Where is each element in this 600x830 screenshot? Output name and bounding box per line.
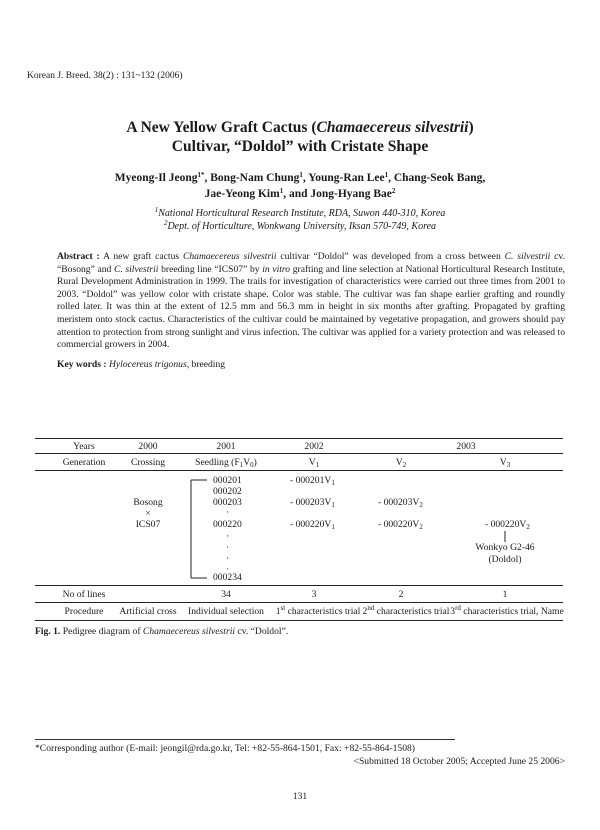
author: Chang-Seok Bang,: [393, 172, 486, 184]
author-sup: 1*: [197, 171, 205, 179]
procedure-trial3: [450, 606, 563, 617]
v1-text: - 000201V: [290, 475, 332, 486]
parent-ics07: ICS07: [135, 519, 161, 530]
table-rule: [35, 470, 563, 471]
v2-sub: 2: [419, 523, 423, 531]
seedling-dot: ·: [226, 507, 230, 518]
v3-text: - 000220V: [485, 519, 527, 530]
v-sub: 2: [402, 461, 407, 469]
author-sup: 1: [299, 171, 303, 179]
v2-text: - 000203V: [378, 497, 420, 508]
author-sep: ,: [204, 172, 211, 184]
v2-text: - 000220V: [378, 519, 420, 530]
v1-item: [290, 519, 335, 530]
author-sup: 1: [384, 171, 389, 179]
generation-v2: [396, 457, 406, 468]
keywords-label: Key words :: [57, 359, 107, 370]
trial-sup: rd: [455, 604, 461, 612]
seedling-item: 000234: [213, 572, 242, 583]
generation-crossing: Crossing: [130, 457, 166, 468]
abstract-italic: in vitro: [262, 263, 291, 275]
affiliation-sup: 2: [163, 219, 168, 227]
corresponding-author: *Corresponding author (E-mail: jeongil@rda.go.kr, Tel: +82-55-864-1501, Fax: +82-55-864-1508): [35, 743, 415, 754]
trial-sup: st: [280, 604, 286, 612]
affiliation-sup: 1: [154, 206, 159, 214]
abstract-text: breeding line “ICS07” by: [158, 263, 263, 275]
affiliation: National Horticultural Research Institute, RDA, Suwon 440-310, Korea: [158, 208, 446, 219]
author-sep: , and: [283, 188, 311, 200]
trial-sup: nd: [367, 604, 375, 612]
title-line1-post: ): [468, 119, 474, 136]
parent-bosong: Bosong: [133, 497, 163, 508]
author: Jae-Yeong Kim: [204, 188, 280, 200]
lines-v3: 1: [502, 589, 508, 600]
author-sep: ,: [302, 172, 309, 184]
caption-italic: Chamaecereus silvestrii: [142, 626, 236, 637]
author: Bong-Nam Chung: [210, 172, 300, 184]
abstract: [57, 251, 565, 352]
cultivar-alias: (Doldol): [488, 554, 522, 565]
abstract-italic: C. silvestrii: [504, 251, 551, 262]
v2-item: [378, 497, 423, 508]
figure-caption: [35, 626, 288, 637]
v3-sub: 2: [526, 523, 530, 531]
v-label: V: [395, 457, 403, 468]
v1-sub: 1: [331, 479, 335, 487]
lines-v2: 2: [398, 589, 404, 600]
table-rule: [35, 585, 563, 586]
author-sup: 1: [279, 187, 284, 195]
cross-sign: ×: [145, 508, 151, 519]
procedure-2001: Individual selection: [188, 606, 264, 617]
generation-label: Generation: [62, 457, 106, 468]
caption-text: Pedigree diagram of: [60, 626, 143, 637]
year-2002: 2002: [304, 441, 324, 452]
submission-dates: <Submitted 18 October 2005; Accepted June 25 2006>: [353, 756, 565, 767]
year-2001: 2001: [216, 441, 236, 452]
seedling-text: Seedling (F: [195, 457, 240, 468]
procedure-trial1: [276, 606, 361, 617]
affiliations: [0, 207, 600, 233]
trial-text: characteristics trial, Name: [460, 606, 564, 617]
lines-label: No of lines: [62, 589, 106, 600]
footnote-rule: [35, 739, 455, 740]
trial-num: 2: [362, 606, 368, 617]
abstract-italic: Chamaecereus silvestrii: [182, 251, 277, 262]
trial-text: characteristics trial: [285, 606, 361, 617]
abstract-label: Abstract :: [57, 251, 100, 262]
caption-text: cv. “Doldol”.: [235, 626, 289, 637]
v-sub: 1: [315, 461, 320, 469]
trial-text: characteristics trial: [374, 606, 450, 617]
table-rule: [35, 602, 563, 603]
v-sub: 3: [506, 461, 511, 469]
pedigree-table: [35, 438, 563, 622]
table-rule: [35, 453, 563, 454]
v-label: V: [499, 457, 507, 468]
v-label: V: [308, 457, 316, 468]
seedling-dot: ·: [226, 553, 230, 564]
abstract-text: grafting and line selection at National Horticultural Research Institute, Rural Development Administration in 1999. The trails for investigation of characteristics were carried out three times from 2001 to 2003. “Doldol” was yellow color with cristate shape. Color was stable. The cultivar was fan shape earlier grafting and roundly rolled later. It was thin at the extent of 12.5 mm and 56.3 mm in height in six months after grafting. Propagated by grafting meristem onto stock cactus. Characteristics of the cultivar could be maintained by vegetative propagation, and growers should pay attention to protection from strong sunlight and virus infection. The cultivar was applied for a variety protection and was released to commercial growers in 2004.: [57, 263, 565, 351]
year-2000: 2000: [138, 441, 158, 452]
affiliation: Dept. of Horticulture, Wonkwang University, Iksan 570-749, Korea: [167, 221, 437, 232]
table-rule-bottom: [35, 620, 563, 621]
v2-sub: 2: [419, 501, 423, 509]
v2-item: [378, 519, 423, 530]
author-sup: 2: [391, 187, 396, 195]
caption-label: Fig. 1.: [35, 626, 61, 637]
years-label: Years: [73, 441, 95, 452]
seedling-text: ): [253, 457, 257, 468]
v1-text: - 000220V: [290, 519, 332, 530]
seedling-bracket: [185, 475, 215, 583]
abstract-text: cv. “Bosong” and: [57, 251, 565, 275]
abstract-italic: C. silvestrii: [113, 263, 159, 275]
generation-seedling: [195, 457, 257, 468]
v1-item: [290, 475, 335, 486]
seedling-item: 000220: [213, 519, 242, 530]
title-species: Chamaecereus silvestrii: [316, 119, 469, 136]
seedling-text: V: [243, 457, 251, 468]
v1-sub: 1: [331, 501, 335, 509]
seedling-dot: ·: [226, 531, 230, 542]
seedling-dot: ·: [226, 542, 230, 553]
procedure-label: Procedure: [64, 606, 104, 617]
abstract-text: cultivar “Doldol” was developed from a cross between: [276, 251, 505, 262]
lines-2001: 34: [221, 589, 231, 600]
table-rule-top: [35, 438, 563, 439]
cultivar-name: Wonkyo G2-46: [475, 542, 535, 553]
title-line2: Cultivar, “Doldol” with Cristate Shape: [171, 138, 429, 155]
page-number: 131: [292, 791, 308, 802]
seedling-dot: ·: [226, 564, 230, 575]
author-sep: ,: [388, 172, 394, 184]
seedling-item: 000203: [213, 497, 242, 508]
seedling-item: 000201: [213, 475, 242, 486]
v3-item: [485, 519, 530, 530]
keyword-rest: , breeding: [186, 359, 226, 370]
lines-v1: 3: [311, 589, 317, 600]
v1-item: [290, 497, 335, 508]
generation-v1: [309, 457, 319, 468]
procedure-2000: Artificial cross: [119, 606, 177, 617]
seedling-sub: 1: [239, 461, 244, 469]
seedling-sub: 0: [250, 461, 254, 469]
v1-text: - 000203V: [290, 497, 332, 508]
trial-num: 3: [450, 606, 456, 617]
paper-title: [0, 118, 600, 156]
procedure-trial2: [363, 606, 450, 617]
journal-citation: Korean J. Breed. 38(2) : 131~132 (2006): [27, 71, 183, 81]
author-list: [0, 170, 600, 202]
author: Myeong-Il Jeong: [114, 172, 198, 184]
abstract-text: A new graft cactus: [99, 251, 183, 262]
title-line1-pre: A New Yellow Graft Cactus (: [126, 119, 317, 136]
keyword-italic: Hylocereus trigonus: [108, 359, 187, 370]
trial-num: 1: [275, 606, 281, 617]
author: Young-Ran Lee: [308, 172, 385, 184]
seedling-item: 000202: [213, 486, 242, 497]
generation-v3: [500, 457, 510, 468]
v1-sub: 1: [331, 523, 335, 531]
keywords: [57, 359, 225, 370]
author: Jong-Hyang Bae: [310, 188, 392, 200]
year-2003: 2003: [456, 441, 476, 452]
